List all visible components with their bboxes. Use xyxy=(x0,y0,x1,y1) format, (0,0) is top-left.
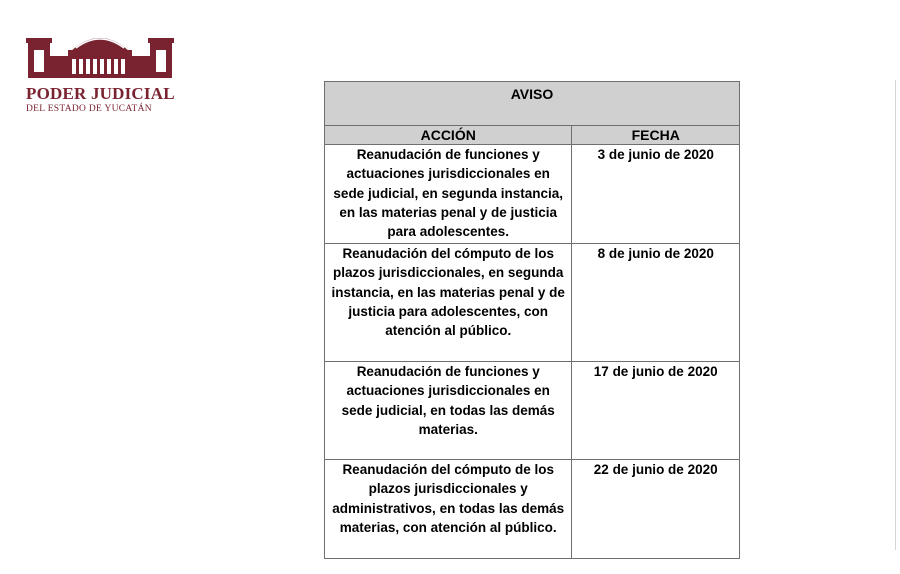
courthouse-icon xyxy=(26,28,174,80)
table-row xyxy=(325,460,740,559)
logo xyxy=(26,28,178,114)
notice-table xyxy=(324,81,740,559)
action-cell: Reanudación del cómputo de los plazos jurisdiccionales y administrativos, en todas las demás materias, con atención al público. xyxy=(325,460,572,559)
action-cell: Reanudación de funciones y actuaciones jurisdiccionales en sede judicial, en segunda instancia, en las materias penal y de justicia para adolescentes. xyxy=(325,145,572,244)
column-header-date: FECHA xyxy=(572,126,740,145)
date-cell: 3 de junio de 2020 xyxy=(572,145,740,244)
action-cell: Reanudación del cómputo de los plazos jurisdiccionales, en segunda instancia, en las materias penal y de justicia para adolescentes, con atención al público. xyxy=(325,244,572,362)
date-cell: 17 de junio de 2020 xyxy=(572,362,740,460)
table-row xyxy=(325,362,740,460)
table-row xyxy=(325,244,740,362)
column-header-action: ACCIÓN xyxy=(325,126,572,145)
action-cell: Reanudación de funciones y actuaciones jurisdiccionales en sede judicial, en todas las demás materias. xyxy=(325,362,572,460)
date-cell: 22 de junio de 2020 xyxy=(572,460,740,559)
date-cell: 8 de junio de 2020 xyxy=(572,244,740,362)
institution-name: PODER JUDICIAL xyxy=(26,84,175,103)
table-row xyxy=(325,145,740,244)
notice-title: AVISO xyxy=(325,82,740,126)
page-border xyxy=(895,80,896,550)
institution-subtitle: DEL ESTADO DE YUCATÁN xyxy=(26,104,152,114)
